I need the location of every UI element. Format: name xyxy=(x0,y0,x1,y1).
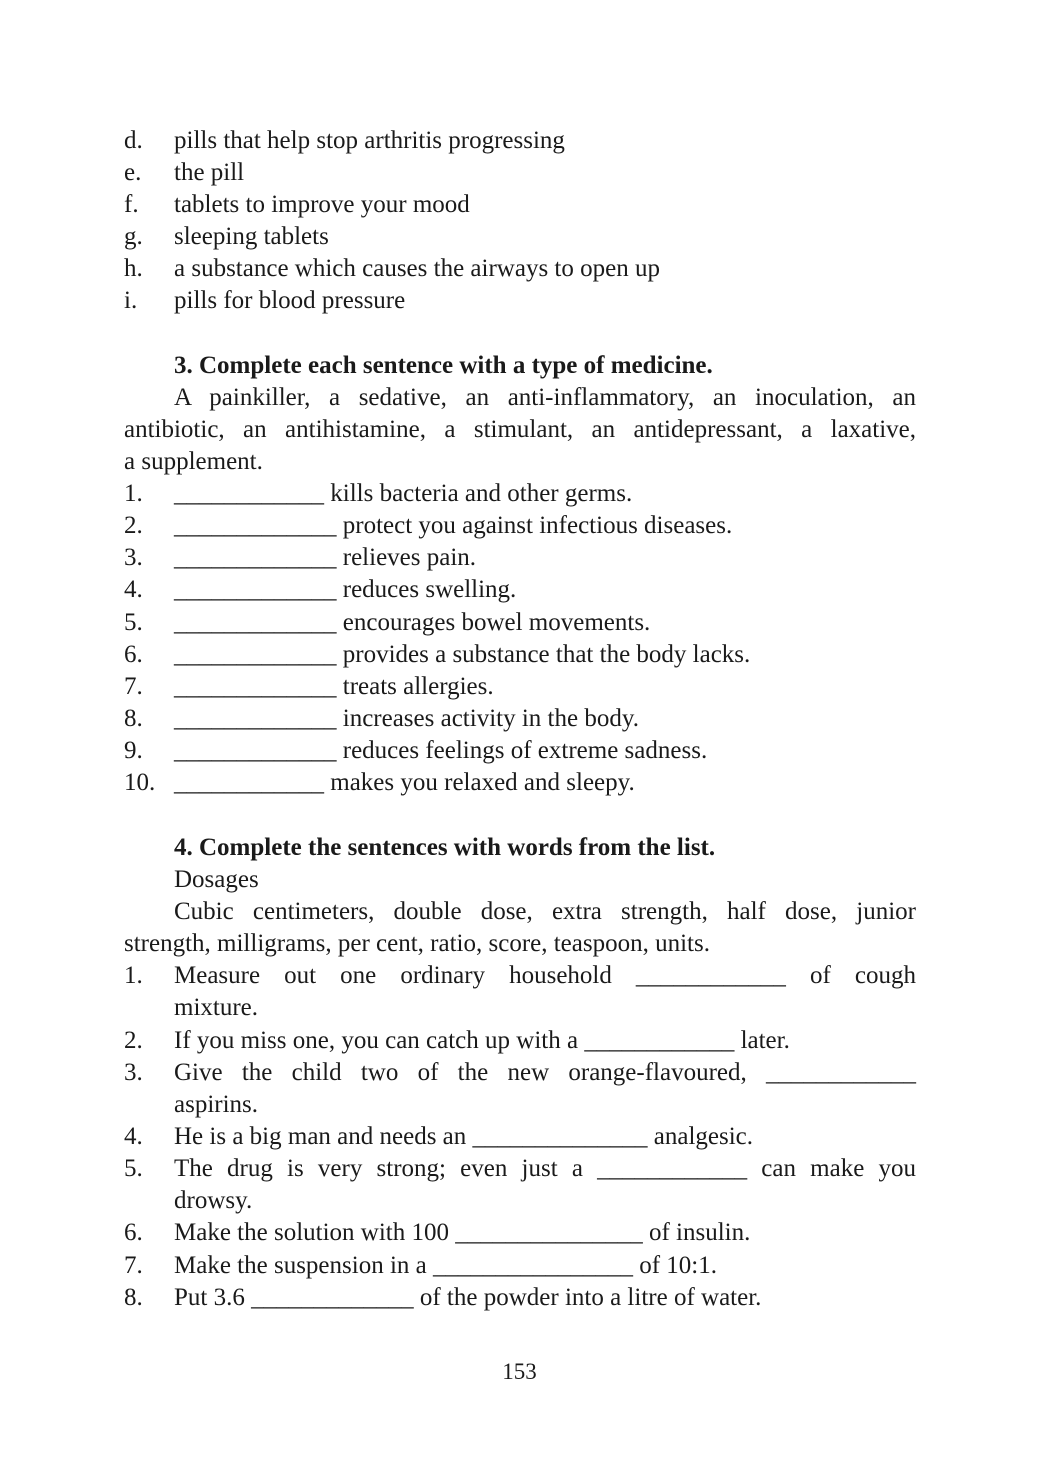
section-3-word-list-line-2: antibiotic, an antihistamine, a stimulant, an antidepressant, a laxative, xyxy=(124,416,916,443)
item-text: the pill xyxy=(174,159,245,186)
exercise-item xyxy=(124,639,916,671)
item-text: tablets to improve your mood xyxy=(174,191,470,218)
section-4-heading: 4. Complete the sentences with words from the list. xyxy=(174,834,716,861)
exercise-item xyxy=(124,703,916,735)
item-sentence: Make the suspension in a ________________ of 10:1. xyxy=(174,1252,718,1279)
list-item xyxy=(124,285,916,317)
exercise-item xyxy=(124,671,916,703)
item-text: pills for blood pressure xyxy=(174,287,406,314)
item-number: 10. xyxy=(124,769,156,796)
item-sentence: _____________ treats allergies. xyxy=(174,673,494,700)
item-letter: g. xyxy=(124,223,143,250)
item-number: 6. xyxy=(124,1219,143,1246)
item-number: 1. xyxy=(124,480,143,507)
exercise-item xyxy=(124,1282,916,1314)
section-4-subheading: Dosages xyxy=(174,866,259,893)
item-sentence: ____________ kills bacteria and other germs. xyxy=(174,480,633,507)
item-sentence: _____________ reduces swelling. xyxy=(174,576,517,603)
exercise-item xyxy=(124,1217,916,1249)
exercise-item-continuation xyxy=(124,992,916,1024)
item-sentence: Give the child two of the new orange-flavoured, ____________ xyxy=(174,1059,916,1086)
exercise-item xyxy=(124,510,916,542)
section-4-word-list-line-2: strength, milligrams, per cent, ratio, score, teaspoon, units. xyxy=(124,930,710,957)
item-sentence: _____________ encourages bowel movements. xyxy=(174,609,651,636)
exercise-item xyxy=(124,542,916,574)
item-number: 5. xyxy=(124,1155,143,1182)
item-sentence: He is a big man and needs an ______________ analgesic. xyxy=(174,1123,754,1150)
list-item xyxy=(124,189,916,221)
exercise-item xyxy=(124,1250,916,1282)
item-sentence: _____________ provides a substance that the body lacks. xyxy=(174,641,751,668)
item-number: 3. xyxy=(124,544,143,571)
exercise-item-continuation xyxy=(124,1185,916,1217)
list-item xyxy=(124,125,916,157)
item-sentence: ____________ makes you relaxed and sleepy. xyxy=(174,769,635,796)
section-3-heading: 3. Complete each sentence with a type of medicine. xyxy=(174,352,713,379)
item-sentence: The drug is very strong; even just a ____________ can make you xyxy=(174,1155,916,1182)
item-letter: d. xyxy=(124,127,143,154)
item-number: 7. xyxy=(124,1252,143,1279)
section-3-word-list-line-3: a supplement. xyxy=(124,448,263,475)
item-number: 4. xyxy=(124,1123,143,1150)
item-sentence: _____________ increases activity in the body. xyxy=(174,705,639,732)
item-text: pills that help stop arthritis progressing xyxy=(174,127,565,154)
exercise-item xyxy=(124,960,916,992)
item-letter: e. xyxy=(124,159,142,186)
exercise-item xyxy=(124,1025,916,1057)
item-sentence-continuation: aspirins. xyxy=(174,1091,259,1118)
exercise-item xyxy=(124,767,916,799)
exercise-item xyxy=(124,478,916,510)
list-item xyxy=(124,221,916,253)
exercise-item-continuation xyxy=(124,1089,916,1121)
item-number: 9. xyxy=(124,737,143,764)
item-sentence: If you miss one, you can catch up with a ____________ later. xyxy=(174,1027,790,1054)
exercise-item xyxy=(124,607,916,639)
list-item xyxy=(124,253,916,285)
item-sentence-continuation: drowsy. xyxy=(174,1187,253,1214)
exercise-item xyxy=(124,735,916,767)
item-sentence: Put 3.6 _____________ of the powder into a litre of water. xyxy=(174,1284,762,1311)
item-sentence: _____________ relieves pain. xyxy=(174,544,477,571)
item-sentence: _____________ protect you against infectious diseases. xyxy=(174,512,733,539)
exercise-item xyxy=(124,1057,916,1089)
item-sentence-continuation: mixture. xyxy=(174,994,259,1021)
item-number: 4. xyxy=(124,576,143,603)
item-sentence: _____________ reduces feelings of extreme sadness. xyxy=(174,737,708,764)
item-number: 8. xyxy=(124,1284,143,1311)
item-sentence: Make the solution with 100 _______________ of insulin. xyxy=(174,1219,751,1246)
page-number: 153 xyxy=(502,1359,537,1384)
item-number: 7. xyxy=(124,673,143,700)
item-text: a substance which causes the airways to open up xyxy=(174,255,660,282)
item-text: sleeping tablets xyxy=(174,223,329,250)
item-number: 2. xyxy=(124,1027,143,1054)
section-4-word-list-line-1: Cubic centimeters, double dose, extra strength, half dose, junior xyxy=(174,898,916,925)
item-number: 1. xyxy=(124,962,143,989)
item-sentence: Measure out one ordinary household ____________ of cough xyxy=(174,962,916,989)
item-number: 2. xyxy=(124,512,143,539)
list-item xyxy=(124,157,916,189)
exercise-item xyxy=(124,1153,916,1185)
exercise-item xyxy=(124,1121,916,1153)
item-number: 8. xyxy=(124,705,143,732)
section-3-word-list-line-1: A painkiller, a sedative, an anti-inflammatory, an inoculation, an xyxy=(174,384,916,411)
item-number: 6. xyxy=(124,641,143,668)
item-letter: f. xyxy=(124,191,139,218)
item-letter: h. xyxy=(124,255,143,282)
item-letter: i. xyxy=(124,287,138,314)
item-number: 5. xyxy=(124,609,143,636)
exercise-item xyxy=(124,574,916,606)
item-number: 3. xyxy=(124,1059,143,1086)
